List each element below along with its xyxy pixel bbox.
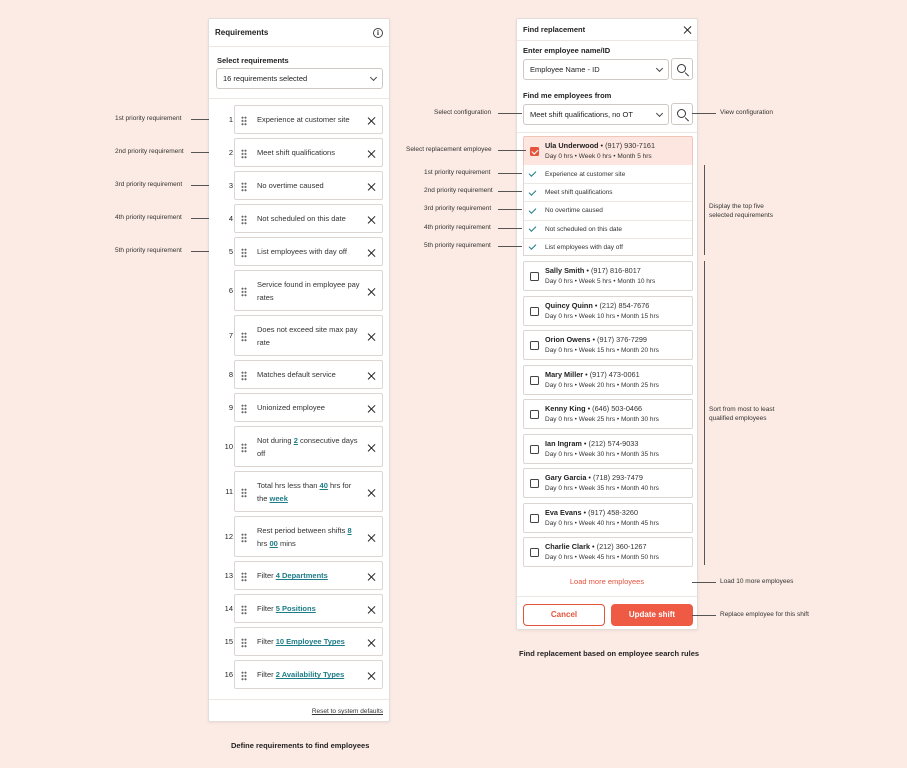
chevron-down-icon [656,109,663,116]
requirements-title: Requirements [215,28,269,37]
employee-name: Mary Miller [545,369,584,379]
requirement-row [209,360,391,389]
requirement-text [257,324,362,349]
selected-employee-card[interactable] [523,136,693,166]
remove-icon[interactable] [367,444,375,452]
annotation-load-more: Load 10 more employees [720,578,794,585]
requirement-label: mins [277,538,296,548]
requirement-label: List employees with day off [257,247,347,257]
checkbox[interactable] [530,376,539,385]
requirement-card[interactable] [234,204,383,233]
requirement-label: hrs for the [257,481,352,503]
requirements-header [209,19,389,47]
employee-hours: Day 0 hrs • Week 0 hrs • Month 5 hrs [545,153,652,160]
requirement-label: Meet shift qualifications [257,148,335,158]
employee-name: Sally Smith [545,266,585,275]
matched-requirement-label: Experience at customer site [545,170,626,178]
requirement-label: No overtime caused [257,181,324,191]
matched-requirements [523,165,693,256]
remove-icon[interactable] [367,333,375,341]
requirement-row [209,660,391,689]
requirements-select[interactable] [216,68,383,89]
requirement-number: 4 [228,213,233,223]
checkbox[interactable] [530,307,539,316]
drag-handle-icon[interactable] [241,488,247,498]
requirement-card[interactable] [234,594,383,623]
annotation-line [191,185,209,186]
employee-phone: (917) 930-7161 [605,141,656,150]
annotation-line [191,218,209,219]
drag-handle-icon[interactable] [241,572,247,582]
employee-name: Orion Owens [545,335,591,344]
matched-requirement-row [524,238,692,256]
find-replacement-header [517,19,697,41]
requirement-row [209,426,391,467]
remove-icon[interactable] [367,606,375,614]
divider [209,699,389,700]
requirement-text [257,669,362,682]
employee-phone: (646) 503-0466 [592,404,643,413]
employee-hours: Day 0 hrs • Week 5 hrs • Month 10 hrs [545,278,656,285]
check-icon [529,188,537,196]
requirement-row [209,171,391,200]
employee-card[interactable] [523,503,693,533]
employee-name-line: Orion Owens • (917) 376-7299 [545,335,647,344]
requirement-number: 12 [224,531,233,541]
annotation-priority: 2nd priority requirement [115,147,184,155]
matched-requirement-row [524,165,692,183]
employee-name: Quincy Quinn [545,300,593,310]
requirement-text [257,402,362,415]
requirement-text [257,570,362,583]
employee-name: Kenny King [545,404,586,413]
annotation-priority: 5th priority requirement [424,241,491,249]
employee-card[interactable] [523,537,693,567]
employee-name-line: Kenny King • (646) 503-0466 [545,404,643,413]
requirement-label: Service found in employee pay rates [257,280,360,302]
employee-phone: (917) 376-7299 [597,335,647,344]
requirement-label: Does not exceed site max pay rate [257,325,358,347]
annotation-select-replacement: Select replacement employee [406,146,492,153]
employee-select[interactable] [523,59,669,80]
remove-icon[interactable] [367,672,375,680]
requirement-label: Total hrs less than [257,481,320,490]
requirement-value-link[interactable]: 00 [269,538,278,548]
requirement-row [209,138,391,167]
annotation-priority: 1st priority requirement [115,114,182,122]
requirement-card[interactable] [234,426,383,467]
annotation-line [498,191,522,192]
annotation-view-configuration: View configuration [720,109,773,116]
requirement-card[interactable] [234,105,383,134]
view-configuration-button[interactable] [671,103,693,125]
cancel-button[interactable]: Cancel [523,604,605,626]
requirement-card[interactable] [234,237,383,266]
requirement-text [257,114,362,127]
requirement-text [257,480,362,505]
matched-requirement-label: Not scheduled on this date [545,225,622,233]
find-caption: Find replacement based on employee search rules [519,649,700,658]
employee-hours: Day 0 hrs • Week 25 hrs • Month 30 hrs [545,416,659,423]
annotation-priority: 3rd priority requirement [115,180,183,188]
employee-phone: (718) 293-7479 [593,473,643,482]
annotation-line [498,113,522,114]
annotation-priority: 1st priority requirement [424,169,491,176]
annotation-line [692,582,716,583]
requirement-card[interactable] [234,471,383,512]
requirement-label: Rest period between shifts [257,526,348,535]
requirement-label: Matches default service [257,370,336,380]
matched-requirement-row [524,183,692,201]
requirement-number: 2 [228,147,233,157]
checkbox[interactable] [530,479,539,488]
requirement-text [257,369,362,382]
requirement-label: Experience at customer site [257,115,350,125]
requirements-select-value: 16 requirements selected [223,74,308,83]
requirement-text [257,180,362,193]
employee-name: Gary Garcia [545,473,587,482]
employee-name-line: Quincy Quinn • (212) 854-7676 [545,300,650,310]
employee-card[interactable] [523,434,693,464]
annotation-priority: 4th priority requirement [115,213,182,221]
divider [209,98,389,99]
update-shift-button[interactable]: Update shift [611,604,693,626]
annotation-line [498,209,522,210]
requirement-text [257,147,362,160]
matched-requirement-label: No overtime caused [545,207,603,215]
annotation-line [191,119,209,120]
requirement-value-link[interactable]: 40 [319,481,328,490]
requirement-number: 9 [228,402,233,412]
requirement-label: Filter [257,670,276,680]
close-icon[interactable] [683,26,691,34]
remove-icon[interactable] [367,573,375,581]
employee-name-line: Gary Garcia • (718) 293-7479 [545,473,643,482]
employee-card[interactable] [523,330,693,360]
requirement-label: consecutive days off [257,436,358,458]
employee-phone: (212) 574-9033 [588,438,639,448]
requirement-label: hrs [257,538,270,548]
reset-defaults-link[interactable]: Reset to system defaults [311,708,383,715]
annotation-line [498,173,522,174]
drag-handle-icon[interactable] [241,533,247,543]
employee-phone: (212) 854-7676 [599,300,650,310]
drag-handle-icon[interactable] [241,443,247,453]
find-replacement-title: Find replacement [523,25,586,34]
requirement-label: Filter [257,604,276,614]
requirement-text [257,636,362,649]
employee-name-line: Charlie Clark • (212) 360-1267 [545,542,647,551]
requirement-card[interactable] [234,171,383,200]
employee-search-button[interactable] [671,58,693,80]
requirement-number: 8 [228,369,233,379]
drag-handle-icon[interactable] [241,149,247,159]
annotation-priority: 2nd priority requirement [424,187,493,195]
requirement-row [209,270,391,311]
annotation-line [191,152,209,153]
remove-icon[interactable] [367,150,375,158]
remove-icon[interactable] [367,117,375,125]
requirement-value-link[interactable]: 8 [347,526,352,535]
requirement-number: 5 [228,246,233,256]
employee-card[interactable] [523,261,693,291]
requirement-text [257,213,362,226]
requirement-text [257,603,362,616]
checkbox[interactable] [530,410,539,419]
annotation-line [498,228,522,229]
requirement-number: 10 [224,441,233,451]
requirement-value-link[interactable]: 2 Availability Types [275,670,345,680]
requirement-card[interactable] [234,138,383,167]
requirement-card[interactable] [234,393,383,422]
divider [517,596,697,597]
employee-phone: (917) 816-8017 [590,266,641,275]
employee-phone: (917) 473-0061 [589,369,640,379]
employee-card[interactable] [523,296,693,326]
requirement-number: 7 [228,330,233,340]
remove-icon[interactable] [367,288,375,296]
requirement-number: 15 [224,636,233,646]
configuration-select[interactable] [523,104,669,125]
employee-hours: Day 0 hrs • Week 35 hrs • Month 40 hrs [545,485,659,492]
requirement-row [209,627,391,656]
requirement-text [257,435,362,460]
annotation-line [692,113,716,114]
drag-handle-icon[interactable] [241,182,247,192]
drag-handle-icon[interactable] [241,671,247,681]
employee-card[interactable] [523,399,693,429]
employee-name-line: Sally Smith • (917) 816-8017 [545,266,641,275]
requirement-number: 11 [225,486,233,496]
remove-icon[interactable] [367,216,375,224]
employee-hours: Day 0 hrs • Week 30 hrs • Month 35 hrs [545,450,659,458]
employee-phone: (212) 360-1267 [596,542,647,551]
requirement-card[interactable] [234,270,383,311]
matched-requirement-label: List employees with day off [545,243,623,251]
employee-card[interactable] [523,365,693,395]
employee-hours: Day 0 hrs • Week 15 hrs • Month 20 hrs [545,347,659,354]
chevron-down-icon [656,64,663,71]
annotation-sort: Sort from most to least qualified employees [709,406,775,422]
find-replacement-panel [516,18,698,630]
requirement-card[interactable] [234,627,383,656]
employee-select-value: Employee Name - ID [530,65,600,74]
drag-handle-icon[interactable] [241,404,247,414]
checkbox-checked[interactable] [530,147,539,156]
annotation-priority: 4th priority requirement [424,223,491,231]
bracket-line [704,165,705,255]
employee-card[interactable] [523,468,693,498]
checkbox[interactable] [530,341,539,350]
remove-icon[interactable] [367,405,375,413]
requirement-text [257,279,362,304]
requirement-label: Filter [257,571,276,581]
annotation-replace: Replace employee for this shift [720,611,809,618]
requirement-value-link[interactable]: 4 Departments [275,571,328,581]
requirement-label: Not during [257,436,294,445]
matched-requirement-row [524,201,692,219]
remove-icon[interactable] [367,249,375,257]
requirement-number: 16 [224,669,233,679]
requirement-number: 13 [224,570,233,580]
annotation-line [191,251,209,252]
drag-handle-icon[interactable] [241,638,247,648]
employee-name: Ula Underwood [545,141,599,150]
remove-icon[interactable] [367,489,375,497]
employee-hours: Day 0 hrs • Week 20 hrs • Month 25 hrs [545,381,659,389]
employee-name-line: Ian Ingram • (212) 574-9033 [545,438,639,448]
bracket-line [704,261,705,565]
requirement-row [209,393,391,422]
employee-name: Ian Ingram [545,438,582,448]
employee-name-line: Ula Underwood • (917) 930-7161 [545,141,656,150]
remove-icon[interactable] [367,372,375,380]
requirement-number: 3 [228,180,233,190]
drag-handle-icon[interactable] [241,371,247,381]
check-icon [529,206,537,214]
requirement-text [257,246,362,259]
annotation-display-top-five: Display the top five selected requirements [709,203,773,219]
requirement-number: 6 [228,285,233,295]
annotation-line [692,615,716,616]
requirement-value-link[interactable]: 5 Positions [275,604,316,614]
requirement-label: Unionized employee [257,403,325,413]
requirement-card[interactable] [234,315,383,356]
requirement-row [209,561,391,590]
annotation-priority: 3rd priority requirement [424,205,492,213]
matched-requirement-row [524,220,692,238]
requirement-value-link[interactable]: week [269,493,288,503]
employee-phone: (917) 458-3260 [588,507,639,517]
requirements-caption: Define requirements to find employees [231,741,370,750]
checkbox[interactable] [530,514,539,523]
requirement-card[interactable] [234,660,383,689]
check-icon [529,224,537,232]
employee-name-line: Mary Miller • (917) 473-0061 [545,369,640,379]
load-more-button[interactable]: Load more employees [569,577,645,586]
drag-handle-icon[interactable] [241,287,247,297]
annotation-select-configuration: Select configuration [434,109,492,116]
employee-hours: Day 0 hrs • Week 40 hrs • Month 45 hrs [545,519,659,527]
remove-icon[interactable] [367,639,375,647]
requirement-value-link[interactable]: 10 Employee Types [275,637,345,647]
requirement-label: Not scheduled on this date [257,214,346,224]
requirement-row [209,471,391,512]
configuration-select-value: Meet shift qualifications, no OT [530,110,633,119]
annotation-line [498,246,522,247]
divider [517,132,697,133]
remove-icon[interactable] [367,534,375,542]
employee-name-line: Eva Evans • (917) 458-3260 [545,507,639,517]
select-requirements-label: Select requirements [217,56,289,65]
info-icon[interactable]: i [373,28,383,38]
requirement-row [209,516,391,557]
employee-label: Enter employee name/ID [523,46,611,55]
checkbox[interactable] [530,548,539,557]
drag-handle-icon[interactable] [241,116,247,126]
checkbox[interactable] [530,445,539,454]
annotation-line [498,150,526,151]
find-from-label: Find me employees from [523,91,612,100]
employee-hours: Day 0 hrs • Week 10 hrs • Month 15 hrs [545,312,659,320]
requirement-label: Filter [257,637,276,647]
requirement-number: 14 [224,603,233,613]
requirement-row [209,594,391,623]
requirement-row [209,105,391,134]
requirements-panel [208,18,390,722]
checkbox[interactable] [530,272,539,281]
requirement-card[interactable] [234,516,383,557]
employee-name: Eva Evans [545,507,582,517]
requirement-card[interactable] [234,561,383,590]
check-icon [529,242,537,250]
matched-requirement-label: Meet shift qualifications [545,189,613,197]
annotation-priority: 5th priority requirement [115,246,182,254]
drag-handle-icon[interactable] [241,605,247,615]
employee-hours: Day 0 hrs • Week 45 hrs • Month 50 hrs [545,554,659,561]
requirement-row [209,204,391,233]
drag-handle-icon[interactable] [241,215,247,225]
chevron-down-icon [370,73,377,80]
drag-handle-icon[interactable] [241,332,247,342]
requirement-number: 1 [228,114,233,124]
requirement-text [257,525,362,550]
drag-handle-icon[interactable] [241,248,247,258]
employee-name: Charlie Clark [545,542,591,551]
requirement-row [209,237,391,266]
requirement-value-link[interactable]: 2 [293,436,298,445]
requirement-card[interactable] [234,360,383,389]
remove-icon[interactable] [367,183,375,191]
check-icon [529,169,537,177]
requirement-row [209,315,391,356]
